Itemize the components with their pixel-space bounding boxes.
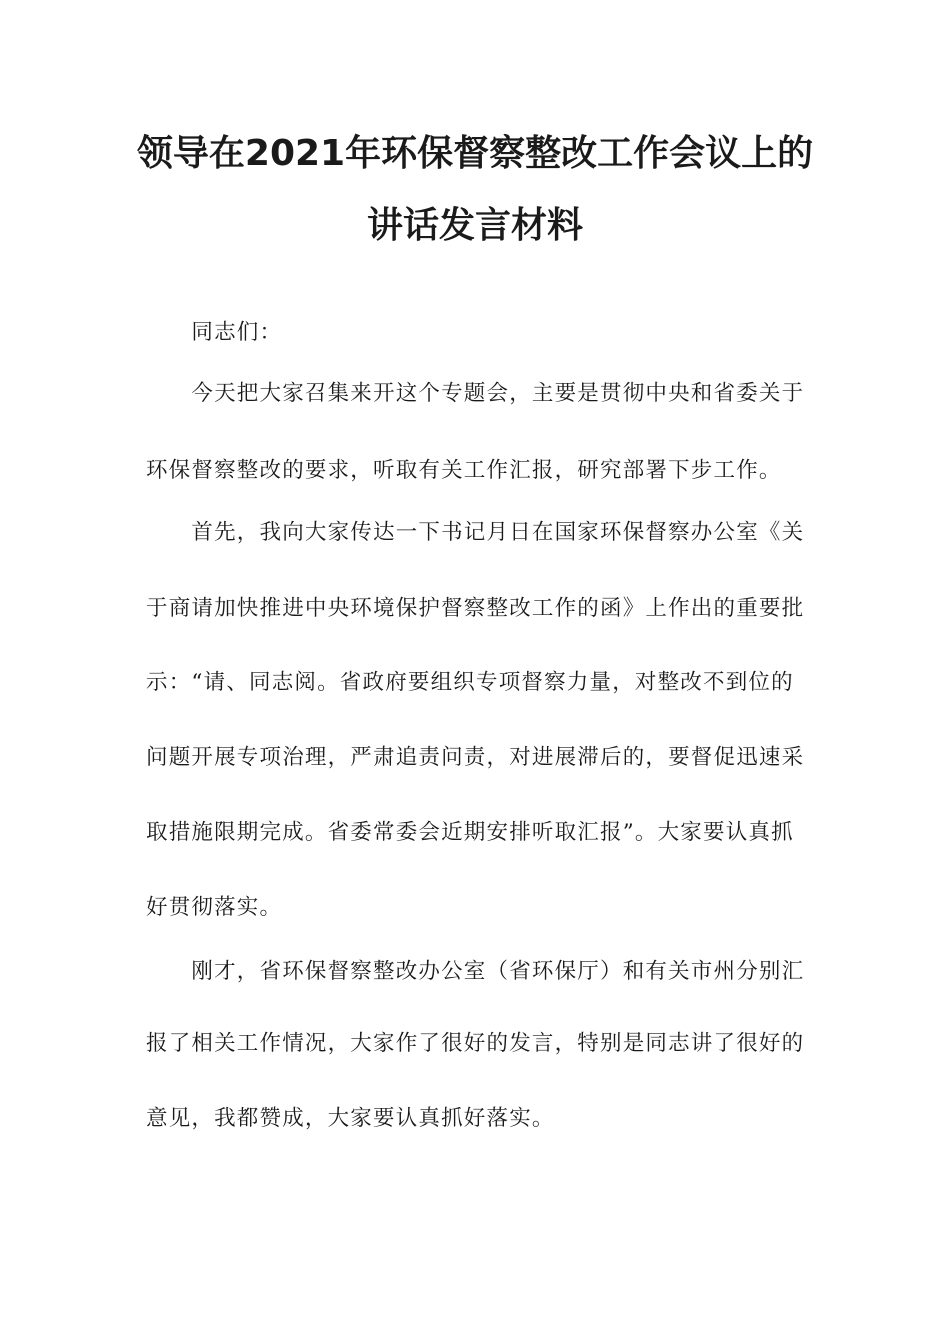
body-line: 今天把大家召集来开这个专题会，主要是贯彻中央和省委关于 (146, 381, 805, 406)
body-line: 刚才，省环保督察整改办公室（省环保厅）和有关市州分别汇 (146, 959, 805, 984)
body-line: 问题开展专项治理，严肃追责问责，对进展滞后的，要督促迅速采 (146, 745, 805, 770)
body-line: 首先，我向大家传达一下书记月日在国家环保督察办公室《关 (146, 520, 805, 545)
document-title-line-2: 讲话发言材料 (366, 205, 583, 246)
body-line: 取措施限期完成。省委常委会近期安排听取汇报”。大家要认真抓 (146, 820, 794, 845)
document-title-line-1: 领导在2021年环保督察整改工作会议上的 (136, 133, 814, 174)
body-line: 好贯彻落实。 (146, 895, 283, 920)
body-line: 意见，我都赞成，大家要认真抓好落实。 (146, 1106, 555, 1131)
body-line-salutation: 同志们： (146, 320, 283, 345)
body-line: 报了相关工作情况，大家作了很好的发言，特别是同志讲了很好的 (146, 1031, 805, 1056)
body-line: 示：“请、同志阅。省政府要组织专项督察力量，对整改不到位的 (146, 670, 794, 695)
body-line: 环保督察整改的要求，听取有关工作汇报，研究部署下步工作。 (146, 458, 782, 483)
body-line: 于商请加快推进中央环境保护督察整改工作的函》上作出的重要批 (146, 596, 805, 621)
